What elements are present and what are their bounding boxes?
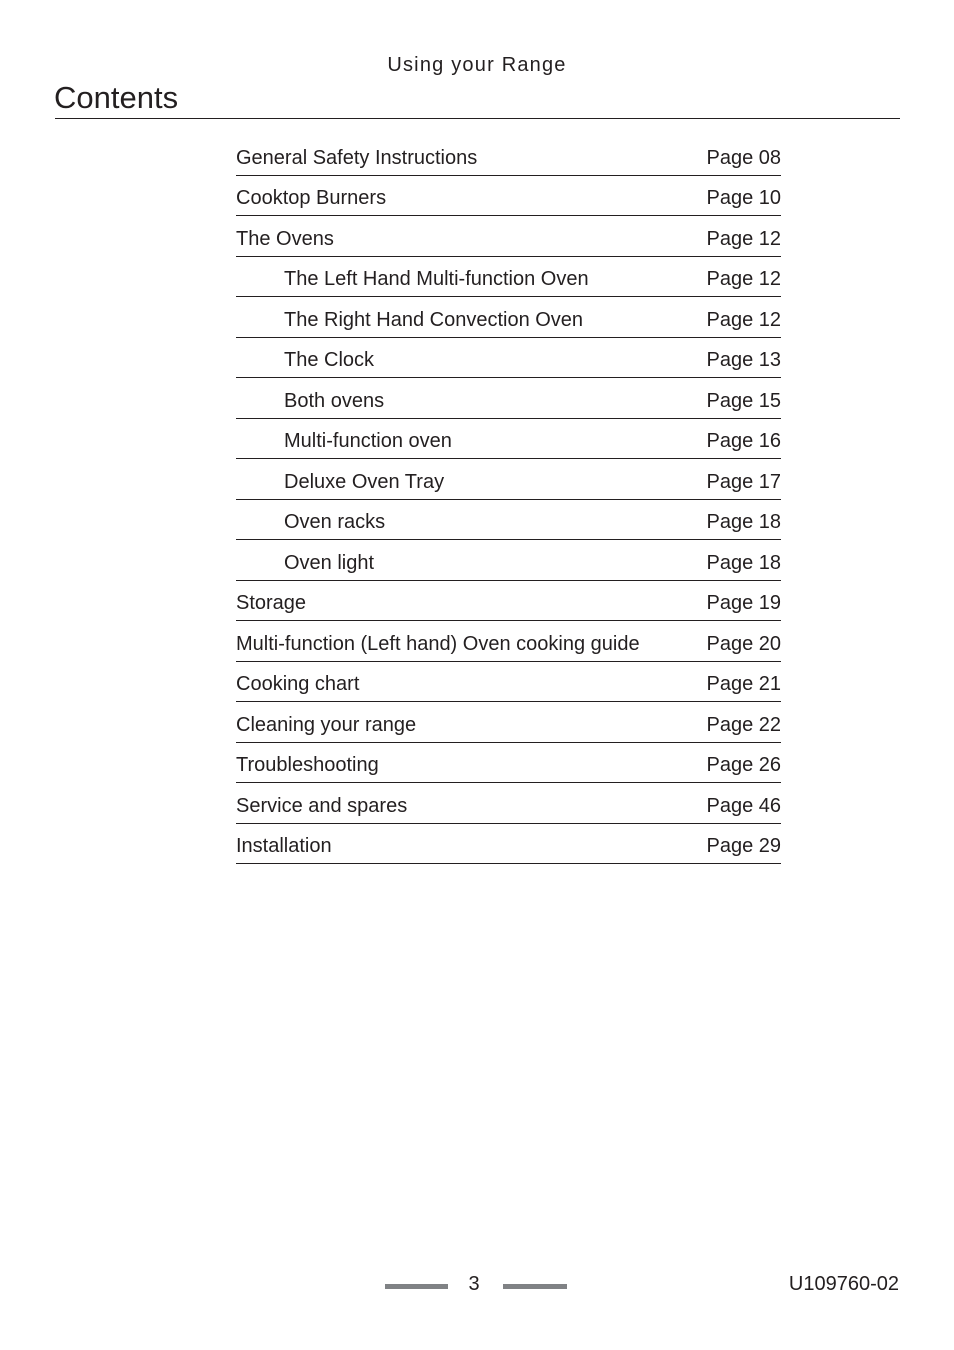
document-code: U109760-02 (788, 1273, 899, 1295)
running-header: Using your Range (387, 54, 567, 76)
toc-entry[interactable] (236, 176, 781, 217)
toc-entry-title: Cooking chart (236, 673, 360, 695)
toc-entry-page: Page 12 (706, 227, 781, 250)
toc-entry-title: Troubleshooting (236, 754, 379, 776)
toc-entry[interactable] (236, 378, 781, 419)
toc-entry-title: Cooktop Burners (236, 187, 387, 209)
toc-entry[interactable] (236, 702, 781, 743)
toc-entry[interactable] (236, 338, 781, 379)
page-number: 3 (468, 1273, 480, 1295)
toc-entry-title: Multi-function (Left hand) Oven cooking guide (236, 632, 640, 655)
footer-bar-right (503, 1284, 567, 1289)
toc-entry[interactable] (236, 540, 781, 581)
page-title: Contents (54, 80, 179, 115)
toc-entry-title: Storage (236, 592, 307, 614)
toc-entry-page: Page 18 (706, 551, 781, 574)
toc-entry-page: Page 10 (706, 187, 781, 209)
toc-entry-title: Deluxe Oven Tray (284, 470, 445, 493)
toc-entry[interactable] (236, 581, 781, 622)
toc-entry-page: Page 13 (706, 349, 781, 371)
toc-entry[interactable] (236, 662, 781, 703)
toc-entry[interactable] (236, 824, 781, 865)
toc-entry[interactable] (236, 743, 781, 784)
toc-entry-title: The Ovens (236, 227, 334, 250)
toc-entry-title: The Right Hand Convection Oven (284, 308, 584, 331)
toc-entry-title: The Left Hand Multi-function Oven (284, 268, 589, 290)
toc-entry-page: Page 20 (706, 632, 781, 655)
toc-entry[interactable] (236, 216, 781, 257)
toc-entry-page: Page 21 (706, 673, 781, 695)
toc-entry[interactable] (236, 783, 781, 824)
table-of-contents (236, 135, 781, 864)
toc-entry-page: Page 08 (706, 146, 781, 169)
toc-entry-page: Page 26 (706, 754, 781, 776)
toc-entry[interactable] (236, 135, 781, 176)
toc-entry-page: Page 12 (706, 308, 781, 331)
toc-entry-page: Page 17 (706, 470, 781, 493)
toc-entry-page: Page 12 (706, 268, 781, 290)
toc-entry-page: Page 15 (706, 389, 781, 412)
toc-entry[interactable] (236, 257, 781, 298)
toc-entry-page: Page 19 (706, 592, 781, 614)
footer-bar-left (385, 1284, 448, 1289)
toc-entry-title: General Safety Instructions (236, 146, 478, 169)
toc-entry[interactable] (236, 500, 781, 541)
toc-entry-title: The Clock (284, 349, 375, 371)
toc-entry-title: Installation (236, 835, 332, 857)
toc-entry-title: Cleaning your range (236, 713, 417, 736)
toc-entry-page: Page 22 (706, 713, 781, 736)
title-divider (55, 118, 900, 119)
toc-entry[interactable] (236, 297, 781, 338)
toc-entry-title: Multi-function oven (284, 430, 452, 452)
toc-entry-page: Page 46 (706, 794, 781, 817)
toc-entry-page: Page 18 (706, 511, 781, 533)
toc-entry[interactable] (236, 621, 781, 662)
toc-entry-page: Page 29 (706, 835, 781, 857)
toc-entry[interactable] (236, 419, 781, 460)
toc-entry-title: Both ovens (284, 389, 385, 412)
toc-entry-title: Oven light (284, 551, 375, 574)
toc-entry-title: Oven racks (284, 511, 386, 533)
toc-entry-title: Service and spares (236, 794, 408, 817)
toc-entry-page: Page 16 (706, 430, 781, 452)
toc-entry[interactable] (236, 459, 781, 500)
